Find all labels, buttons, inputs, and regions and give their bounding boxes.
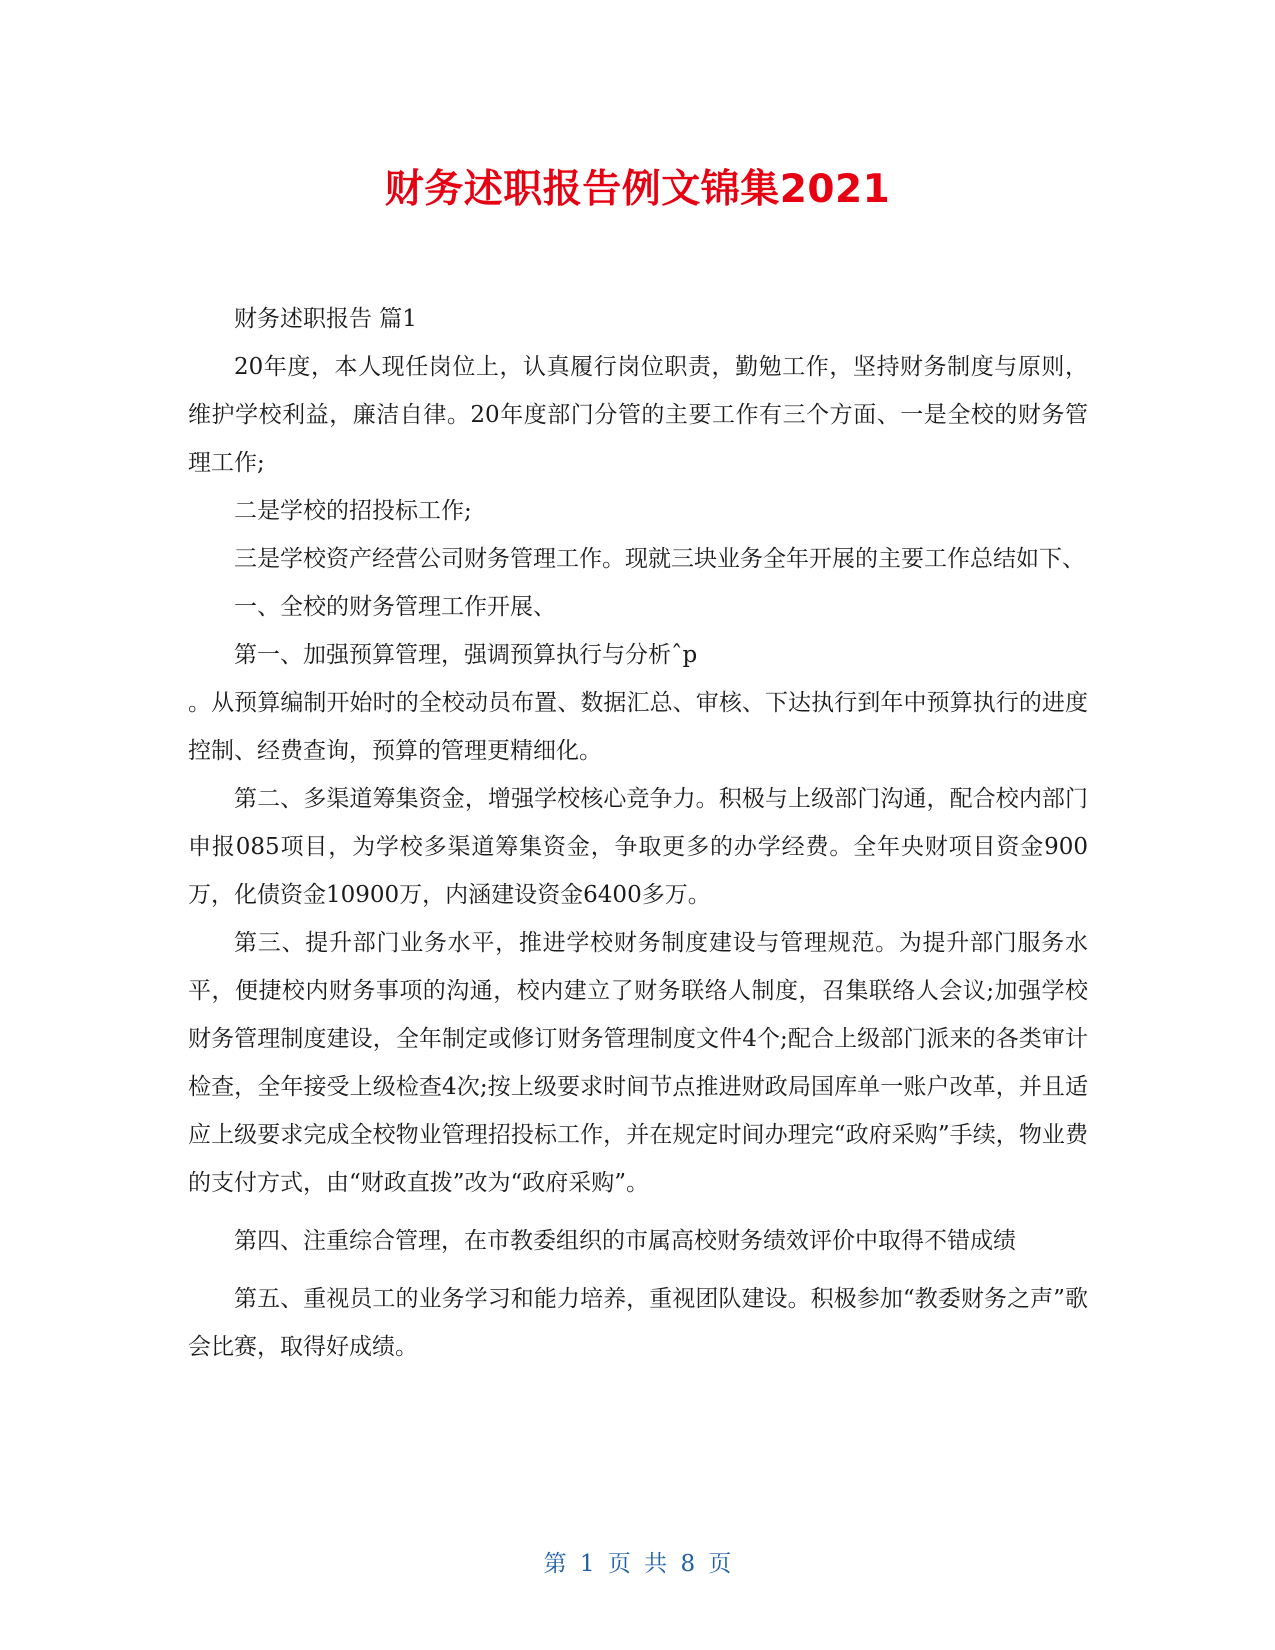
document-body	[188, 295, 1088, 1371]
body-paragraph: 。从预算编制开始时的全校动员布置、数据汇总、审核、下达执行到年中预算执行的进度控制、经费查询，预算的管理更精细化。	[188, 690, 1088, 764]
body-paragraph: 第三、提升部门业务水平，推进学校财务制度建设与管理规范。为提升部门服务水平，便捷校内财务事项的沟通，校内建立了财务联络人制度，召集联络人会议;加强学校财务管理制度建设，全年制定或修订财务管理制度文件4个;配合上级部门派来的各类审计检查，全年接受上级检查4次;按上级要求时间节点推进财政局国库单一账户改革，并且适应上级要求完成全校物业管理招投标工作，并在规定时间办理完“政府采购”手续，物业费的支付方式，由“财政直拨”改为“政府采购”。	[188, 930, 1088, 1196]
body-paragraph: 第二、多渠道筹集资金，增强学校核心竞争力。积极与上级部门沟通，配合校内部门申报085项目，为学校多渠道筹集资金，争取更多的办学经费。全年央财项目资金900万，化债资金10900万，内涵建设资金6400多万。	[188, 786, 1088, 908]
body-paragraph: 第五、重视员工的业务学习和能力培养，重视团队建设。积极参加“教委财务之声”歌会比赛，取得好成绩。	[188, 1286, 1088, 1360]
body-paragraph: 20年度，本人现任岗位上，认真履行岗位职责，勤勉工作，坚持财务制度与原则，维护学校利益，廉洁自律。20年度部门分管的主要工作有三个方面、一是全校的财务管理工作;	[188, 354, 1088, 476]
body-paragraph: 二是学校的招投标工作;	[234, 498, 472, 524]
body-paragraph: 第四、注重综合管理，在市教委组织的市属高校财务绩效评价中取得不错成绩	[234, 1228, 1016, 1254]
body-paragraph: 三是学校资产经营公司财务管理工作。现就三块业务全年开展的主要工作总结如下、	[234, 546, 1085, 572]
section-heading: 财务述职报告 篇1	[234, 306, 417, 332]
body-paragraph: 一、全校的财务管理工作开展、	[234, 594, 556, 620]
page-number-footer: 第 1 页 共 8 页	[543, 1551, 732, 1577]
body-paragraph: 第一、加强预算管理，强调预算执行与分析ˆp	[234, 642, 698, 668]
document-title: 财务述职报告例文锦集2021	[384, 167, 891, 212]
